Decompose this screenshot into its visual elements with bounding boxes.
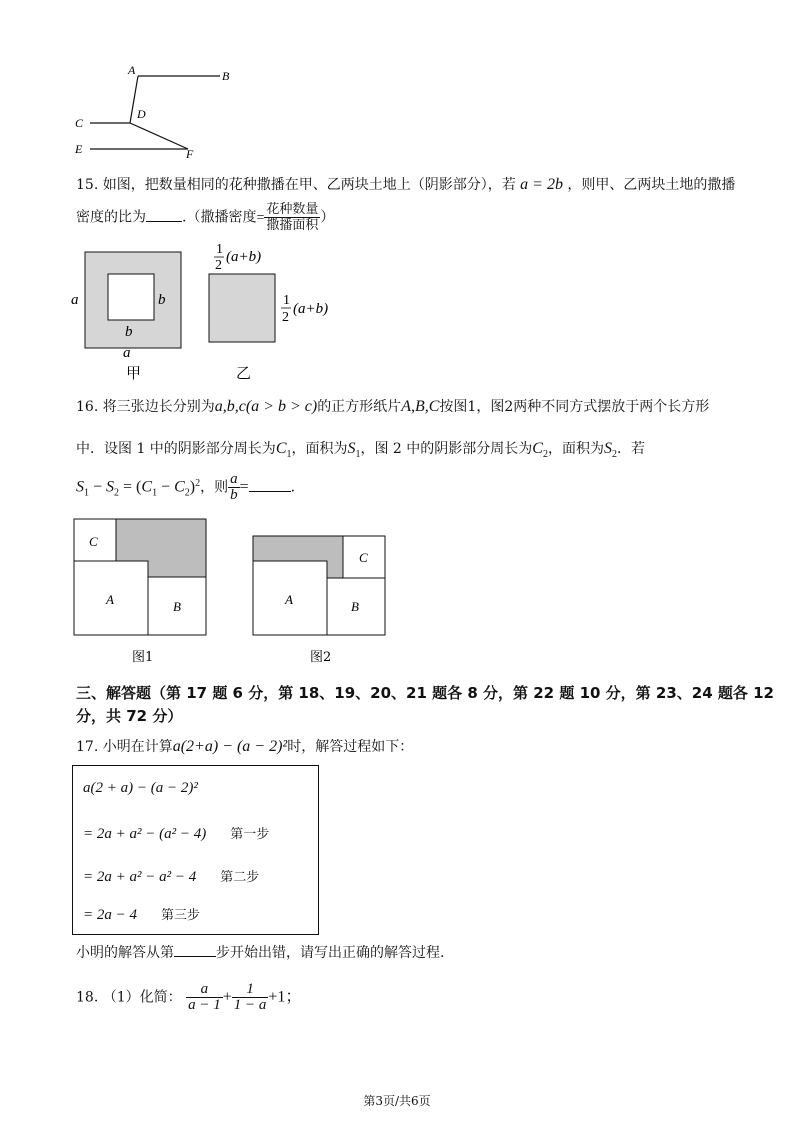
fig15-right-half-num: 1	[283, 293, 290, 308]
q16-frac-num: a	[230, 471, 238, 487]
q16-frac-den: b	[230, 487, 238, 503]
q17-step-1-label: 第一步	[230, 827, 270, 842]
fig2-label-c: C	[359, 550, 368, 565]
q16-line2-c: ，图 2 中的阴影部分周长为	[360, 441, 533, 457]
fig15-top-half-num: 1	[216, 242, 223, 257]
q17-text-b: 时，解答过程如下：	[287, 739, 414, 755]
q17-after-a: 小明的解答从第	[76, 945, 174, 961]
q17-step-0-expr: a(2 + a) − (a − 2)²	[83, 780, 198, 796]
fig15-inner-b-right: b	[158, 292, 166, 308]
q15-condition: a = 2b	[520, 176, 563, 193]
label-d: D	[137, 107, 146, 121]
q15-line2-c: ）	[320, 209, 335, 226]
q17-step-0	[83, 780, 198, 797]
q17-step-1-expr: = 2a + a² − (a² − 4)	[83, 826, 207, 842]
q18-f2-num: 1	[232, 982, 269, 998]
q15-frac-den: 撒播面积	[266, 218, 319, 233]
q16-text-a: 将三张边长分别为	[102, 399, 215, 415]
q17-step-1	[83, 823, 269, 843]
fig2-caption: 图2	[310, 650, 332, 665]
q17-line1	[76, 736, 413, 756]
fig1-label-a: A	[106, 592, 114, 607]
fig15-inner-b-bottom: b	[125, 324, 133, 340]
q18-f1-den: a − 1	[188, 997, 221, 1013]
fig1-label-b: B	[173, 599, 181, 614]
fig2-label-b: B	[351, 599, 359, 614]
fig1-caption: 图1	[132, 650, 154, 665]
q16-line2: 中．设图 1 中的阴影部分周长为$C_1$，面积为$S_1$，图 2 中的阴影部分周长为$C_2$，面积为$S_2$．若	[76, 440, 645, 460]
q17-step-3-label: 第三步	[161, 908, 201, 923]
fig15-caption-yi: 乙	[236, 364, 252, 382]
q16-c1: C	[275, 440, 287, 457]
q16-cards: A,B,C	[401, 398, 440, 415]
q17-text-a: 小明在计算	[102, 739, 173, 755]
q16-number: 16.	[76, 399, 99, 415]
q18-number: 18.	[76, 989, 99, 1006]
q15-figures	[60, 236, 360, 386]
q17-after	[76, 942, 444, 962]
q18-f1-num: a	[186, 982, 223, 998]
q16-equals: =	[239, 478, 249, 496]
q15-line2: 密度的比为 .（撒播密度= $\frac{\text{花种数量}}{\text{撒播面积}}$ ）	[76, 202, 335, 233]
q15-answer-blank[interactable]	[146, 207, 182, 222]
q17-answer-blank[interactable]	[174, 942, 216, 957]
q16-text-c: 按图1，图2两种不同方式摆放于两个长方形	[439, 399, 710, 415]
angle-figure	[70, 60, 240, 160]
q15-line1	[76, 174, 735, 194]
q17-step-2-label: 第二步	[220, 870, 260, 885]
q17-expression: a(2+a) − (a − 2)²	[172, 738, 288, 755]
q15-line2-b: .（撒播密度	[182, 209, 257, 226]
label-b: B	[222, 69, 230, 83]
q15-line2-a: 密度的比为	[76, 209, 146, 226]
q17-number: 17.	[76, 739, 99, 755]
q17-step-2	[83, 866, 259, 886]
fig15-right-label: (a+b)	[293, 301, 329, 317]
section3-heading-line2: 分，共 72 分）	[76, 707, 183, 725]
q15-frac-num: 花种数量	[266, 202, 319, 217]
fig15-right-half-den: 2	[282, 310, 289, 325]
fig15-bottom-a: a	[123, 345, 131, 361]
q17-solution-box	[72, 765, 319, 935]
fig15-top-half-den: 2	[215, 258, 222, 273]
q16-s2: S	[603, 440, 612, 457]
page-footer: 第3页/共6页	[363, 1094, 431, 1108]
q16-c2: C	[532, 440, 543, 457]
q15-number: 15.	[76, 177, 99, 193]
fig1-label-c: C	[89, 534, 98, 549]
fig2-label-a: A	[285, 592, 293, 607]
q15-text-a: 如图，把数量相同的花种撒播在甲、乙两块土地上（阴影部分），若	[102, 177, 516, 193]
q17-after-b: 步开始出错，请写出正确的解答过程.	[216, 945, 445, 961]
q16-text-b: 的正方形纸片	[317, 399, 402, 415]
fig15-left-a: a	[71, 292, 79, 308]
section3-heading-line1: 三、解答题（第 17 题 6 分，第 18、19、20、21 题各 8 分，第 22 题 10 分，第 23、24 题各 12	[76, 684, 774, 702]
q16-s1: S	[347, 440, 356, 457]
q15-text-b: ，则甲、乙两块土地的撒播	[567, 177, 736, 193]
q17-step-3	[83, 904, 200, 924]
q16-line1	[76, 396, 709, 416]
q16-line2-e: ．若	[616, 441, 645, 457]
q18-line1	[76, 982, 301, 1013]
q17-step-3-expr: = 2a − 4	[83, 907, 137, 923]
q16-line2-b: ，面积为	[291, 441, 348, 457]
q16-then: ，则	[200, 479, 229, 496]
fig15-caption-jia: 甲	[126, 364, 142, 382]
q18-tail: +1；	[268, 988, 302, 1006]
q18-f2-den: 1 − a	[233, 997, 267, 1013]
q16-cond: (a > b > c)	[245, 398, 318, 415]
q17-step-2-expr: = 2a + a² − a² − 4	[83, 869, 197, 885]
label-a: A	[128, 63, 136, 77]
q16-line3: $S_1 - S_2 = (C_1 - C_2)^2$，则 $\frac{a}{b}$ = .	[76, 471, 296, 503]
q16-line2-d: ，面积为	[547, 441, 604, 457]
fig15-top-label: (a+b)	[226, 249, 262, 265]
label-e: E	[75, 142, 83, 156]
q18-part: （1）化简：	[102, 989, 182, 1006]
q16-vars: a,b,c	[214, 398, 246, 415]
q16-answer-blank[interactable]	[249, 477, 291, 492]
q18-plus: +	[222, 988, 232, 1006]
label-c: C	[75, 116, 84, 130]
q16-figures	[70, 515, 400, 670]
q16-line2-a: 中．设图 1 中的阴影部分周长为	[76, 441, 276, 457]
label-f: F	[186, 147, 194, 160]
